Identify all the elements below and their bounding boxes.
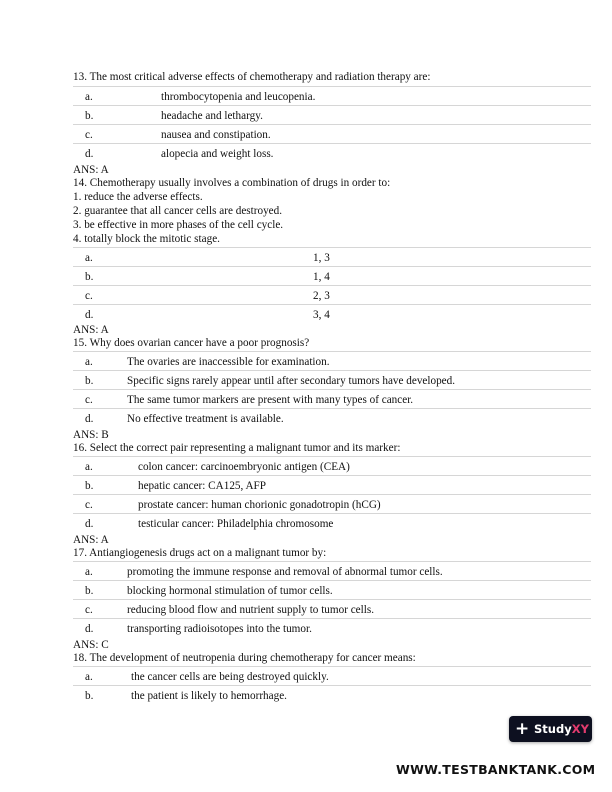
question-17-option-b bbox=[73, 580, 591, 600]
question-16-option-b bbox=[73, 475, 591, 495]
option-text: 1, 3 bbox=[313, 252, 330, 264]
option-letter: d. bbox=[85, 413, 94, 425]
question-16-stem: 16. Select the correct pair representing a malignant tumor and its marker: bbox=[73, 442, 401, 454]
option-text: transporting radioisotopes into the tumor. bbox=[127, 623, 312, 635]
question-16-option-d bbox=[73, 513, 591, 533]
option-letter: d. bbox=[85, 309, 94, 321]
question-18-option-a bbox=[73, 666, 591, 686]
option-text: promoting the immune response and removal of abnormal tumor cells. bbox=[127, 566, 443, 578]
option-letter: a. bbox=[85, 91, 93, 103]
question-17-option-a bbox=[73, 561, 591, 581]
option-letter: d. bbox=[85, 148, 94, 160]
question-14-statement-2: 2. guarantee that all cancer cells are destroyed. bbox=[73, 205, 283, 217]
option-text: colon cancer: carcinoembryonic antigen (CEA) bbox=[138, 461, 350, 473]
option-text: The same tumor markers are present with many types of cancer. bbox=[127, 394, 414, 406]
option-letter: c. bbox=[85, 604, 93, 616]
question-13-option-c bbox=[73, 124, 591, 144]
question-14-answer: ANS: A bbox=[73, 324, 109, 336]
studyxy-badge[interactable] bbox=[509, 716, 592, 742]
question-15-option-b bbox=[73, 370, 591, 390]
brand-xy-text: XY bbox=[571, 722, 589, 736]
option-letter: a. bbox=[85, 566, 93, 578]
question-13-option-d bbox=[73, 143, 591, 163]
question-15-stem: 15. Why does ovarian cancer have a poor prognosis? bbox=[73, 337, 310, 349]
option-text: blocking hormonal stimulation of tumor cells. bbox=[127, 585, 333, 597]
question-13-option-b bbox=[73, 105, 591, 125]
question-15-option-c bbox=[73, 389, 591, 409]
question-14-statement-1: 1. reduce the adverse effects. bbox=[73, 191, 203, 203]
option-text: testicular cancer: Philadelphia chromosome bbox=[138, 518, 334, 530]
option-letter: b. bbox=[85, 480, 94, 492]
option-letter: b. bbox=[85, 690, 94, 702]
question-18-stem: 18. The development of neutropenia during chemotherapy for cancer means: bbox=[73, 652, 416, 664]
option-letter: b. bbox=[85, 375, 94, 387]
question-15-answer: ANS: B bbox=[73, 429, 109, 441]
question-17-stem: 17. Antiangiogenesis drugs act on a malignant tumor by: bbox=[73, 547, 327, 559]
question-14-option-b bbox=[73, 266, 591, 286]
option-text: No effective treatment is available. bbox=[127, 413, 284, 425]
plus-icon: + bbox=[515, 719, 530, 739]
question-15-option-d bbox=[73, 408, 591, 428]
option-letter: d. bbox=[85, 518, 94, 530]
option-text: 1, 4 bbox=[313, 271, 330, 283]
option-letter: c. bbox=[85, 394, 93, 406]
option-text: nausea and constipation. bbox=[161, 129, 271, 141]
option-letter: a. bbox=[85, 461, 93, 473]
question-18-option-b bbox=[73, 685, 591, 705]
studyxy-brand bbox=[534, 722, 589, 736]
question-13-option-a bbox=[73, 86, 591, 106]
option-text: headache and lethargy. bbox=[161, 110, 263, 122]
option-text: hepatic cancer: CA125, AFP bbox=[138, 480, 267, 492]
option-text: the cancer cells are being destroyed quickly. bbox=[131, 671, 329, 683]
option-letter: d. bbox=[85, 623, 94, 635]
question-17-option-d bbox=[73, 618, 591, 638]
option-text: Specific signs rarely appear until after secondary tumors have developed. bbox=[127, 375, 456, 387]
question-17-option-c bbox=[73, 599, 591, 619]
question-14-statement-3: 3. be effective in more phases of the cell cycle. bbox=[73, 219, 284, 231]
option-letter: a. bbox=[85, 356, 93, 368]
option-text: 3, 4 bbox=[313, 309, 330, 321]
question-16-option-c bbox=[73, 494, 591, 514]
option-text: 2, 3 bbox=[313, 290, 330, 302]
question-14-option-a bbox=[73, 247, 591, 267]
question-17-answer: ANS: C bbox=[73, 639, 109, 651]
option-letter: b. bbox=[85, 110, 94, 122]
option-text: prostate cancer: human chorionic gonadotropin (hCG) bbox=[138, 499, 381, 511]
question-13-stem: 13. The most critical adverse effects of chemotherapy and radiation therapy are: bbox=[73, 71, 431, 83]
option-text: reducing blood flow and nutrient supply to tumor cells. bbox=[127, 604, 375, 616]
question-14-option-d bbox=[73, 304, 591, 324]
question-15-option-a bbox=[73, 351, 591, 371]
question-14-statement-4: 4. totally block the mitotic stage. bbox=[73, 233, 220, 245]
option-text: The ovaries are inaccessible for examination. bbox=[127, 356, 330, 368]
question-16-option-a bbox=[73, 456, 591, 476]
option-letter: b. bbox=[85, 271, 94, 283]
question-16-answer: ANS: A bbox=[73, 534, 109, 546]
option-letter: c. bbox=[85, 290, 93, 302]
option-text: alopecia and weight loss. bbox=[161, 148, 274, 160]
question-13-answer: ANS: A bbox=[73, 164, 109, 176]
option-text: thrombocytopenia and leucopenia. bbox=[161, 91, 316, 103]
option-letter: a. bbox=[85, 671, 93, 683]
brand-study-text: Study bbox=[534, 722, 572, 736]
question-14-stem: 14. Chemotherapy usually involves a combination of drugs in order to: bbox=[73, 177, 391, 189]
option-letter: a. bbox=[85, 252, 93, 264]
option-text: the patient is likely to hemorrhage. bbox=[131, 690, 287, 702]
option-letter: c. bbox=[85, 499, 93, 511]
question-14-option-c bbox=[73, 285, 591, 305]
footer-website[interactable]: WWW.TESTBANKTANK.COM bbox=[396, 762, 596, 777]
option-letter: c. bbox=[85, 129, 93, 141]
option-letter: b. bbox=[85, 585, 94, 597]
